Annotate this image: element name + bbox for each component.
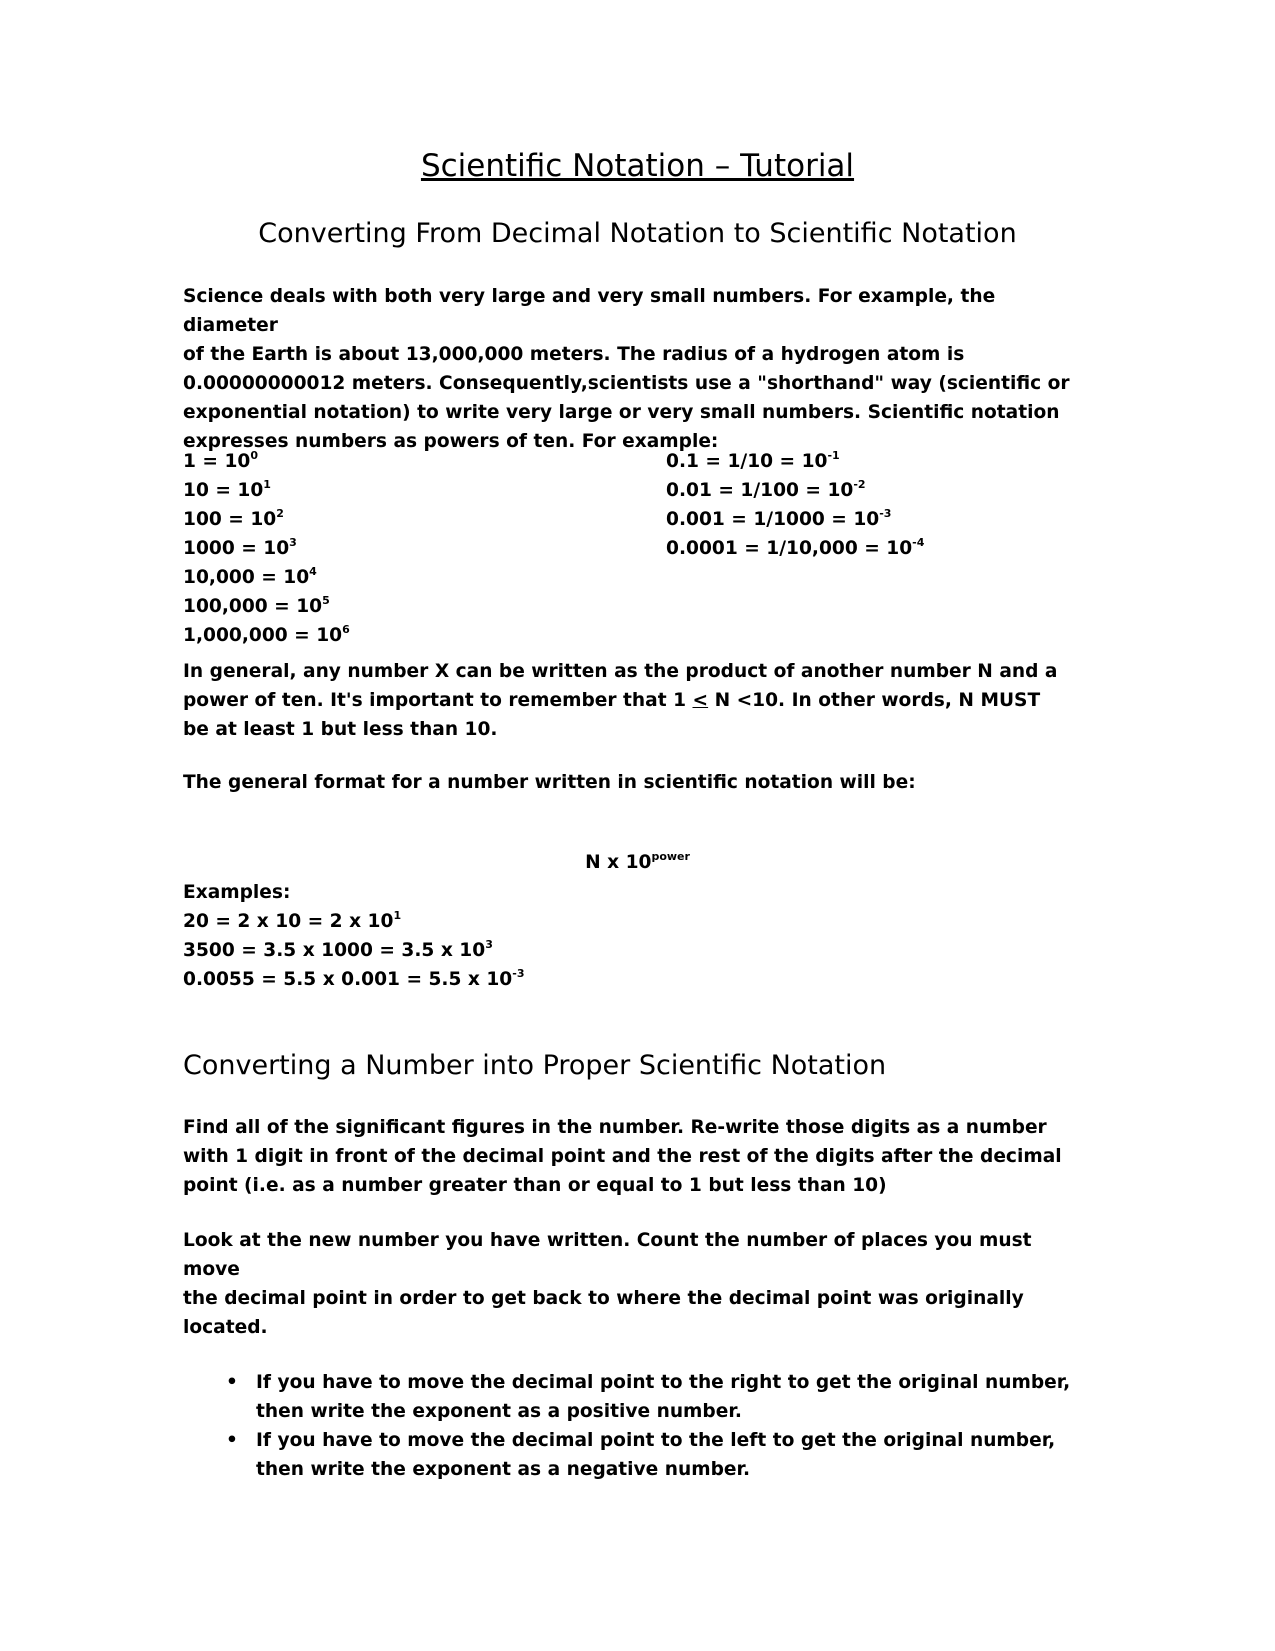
- intro-line: exponential notation) to write very large or very small numbers. Scientific notation: [183, 402, 1060, 423]
- intro-line: Science deals with both very large and very small numbers. For example, the diameter: [183, 286, 996, 336]
- power-row: $1 = 10^0$: [183, 449, 258, 472]
- bullet-icon: •: [226, 1430, 238, 1451]
- list-item: • If you have to move the decimal point to the right to get the original number, then write the exponent as a positive number.: [183, 1368, 1083, 1426]
- general-rule-paragraph: In general, any number X can be written as the product of another number N and a power of ten. It's important to remember that 1 < N <10. In other words, N MUST be at least 1 but less than 10.: [183, 661, 1058, 740]
- section1-heading: Converting From Decimal Notation to Scientific Notation: [258, 218, 1017, 249]
- positive-powers-list: [183, 447, 350, 650]
- example-row: 20 = 2 x 10 = 2 x $10^1$: [183, 909, 402, 932]
- power-row: $10 = 10^1$: [183, 478, 271, 501]
- power-row: $0.0001 = 1/10,000 = 10^{-4}$: [666, 536, 925, 559]
- power-row: $1000 = 10^3$: [183, 536, 297, 559]
- examples-block: [183, 878, 1083, 994]
- general-formula: N x $10^{power}$: [585, 850, 690, 873]
- rules-list: [183, 1368, 1083, 1484]
- decimal-move-paragraph: Look at the new number you have written. Count the number of places you must move the decimal point in order to get back to where the decimal point was originally located.: [183, 1230, 1032, 1338]
- section2-heading: Converting a Number into Proper Scientific Notation: [183, 1050, 887, 1081]
- page-title: Scientific Notation – Tutorial: [420, 148, 855, 184]
- intro-line: of the Earth is about 13,000,000 meters. The radius of a hydrogen atom is: [183, 344, 965, 365]
- intro-line: 0.00000000012 meters. Consequently,scientists use a "shorthand" way (scientific or: [183, 373, 1070, 394]
- power-row: $100,000 = 10^5$: [183, 594, 330, 617]
- examples-label: Examples:: [183, 882, 291, 903]
- power-row: $0.1 = 1/10 = 10^{-1}$: [666, 449, 840, 472]
- power-row: $100 = 10^2$: [183, 507, 284, 530]
- less-or-equal-symbol: <: [692, 690, 709, 711]
- power-row: $1,000,000 = 10^6$: [183, 623, 350, 646]
- negative-powers-list: [666, 447, 924, 563]
- intro-line: expresses numbers as powers of ten. For example:: [183, 431, 719, 452]
- format-intro: The general format for a number written in scientific notation will be:: [183, 772, 916, 793]
- example-row: 3500 = 3.5 x 1000 = 3.5 x $10^3$: [183, 938, 493, 961]
- list-item: • If you have to move the decimal point to the left to get the original number, then write the exponent as a negative number.: [183, 1426, 1083, 1484]
- power-row: $0.01 = 1/100 = 10^{-2}$: [666, 478, 866, 501]
- power-row: $10,000 = 10^4$: [183, 565, 317, 588]
- example-row: 0.0055 = 5.5 x 0.001 = 5.5 x $10^{-3}$: [183, 967, 525, 990]
- intro-paragraph: [183, 282, 1083, 456]
- sig-figs-paragraph: Find all of the significant figures in the number. Re-write those digits as a number with 1 digit in front of the decimal point and the rest of the digits after the decimal point (i.e. as a number greater than or equal to 1 but less than 10): [183, 1117, 1062, 1196]
- power-row: $0.001 = 1/1000 = 10^{-3}$: [666, 507, 892, 530]
- bullet-icon: •: [226, 1372, 238, 1393]
